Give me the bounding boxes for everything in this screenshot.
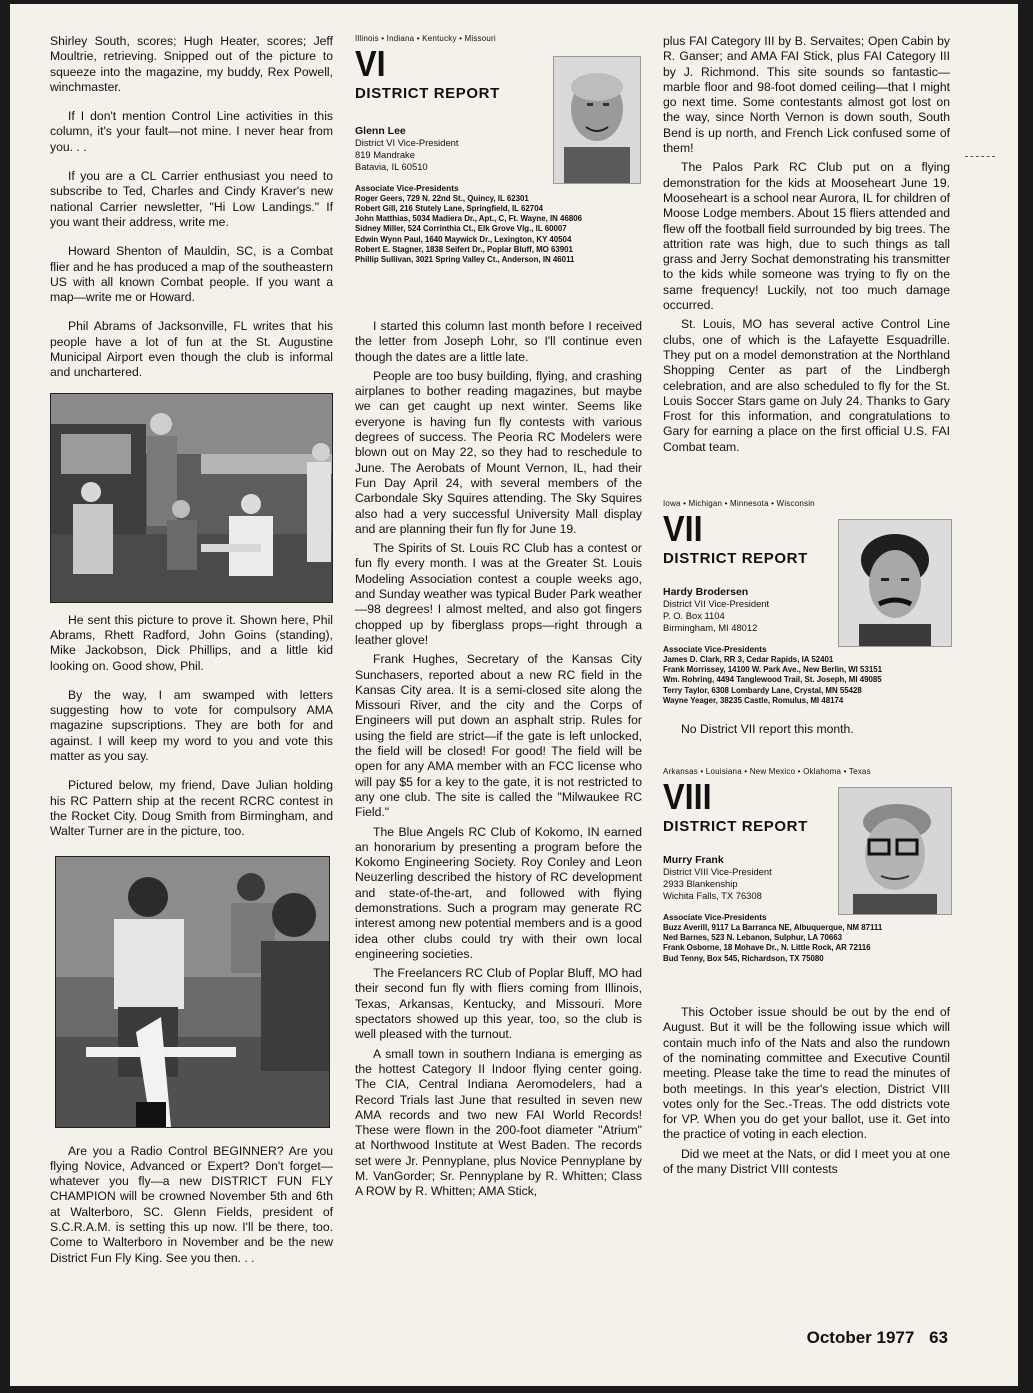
district-6-header [355,34,642,319]
vp-name: Hardy Brodersen [663,586,749,599]
associate-entry: Edwin Wynn Paul, 1640 Maywick Dr., Lexington, KY 40504 [355,234,572,244]
column-3 [663,34,950,1177]
vp-name: Glenn Lee [355,125,406,138]
vp-name: Murry Frank [663,854,724,867]
paragraph: Did we meet at the Nats, or did I meet you at one of the many District VIII contests [663,1146,950,1176]
paragraph: St. Louis, MO has several active Control Line clubs, one of which is the Lafayette Esquadrille. They put on a model demonstration at the Northland Shopping Center as part of the Lindbergh celebration, and are also scheduled to fly for the St. Louis Soccer Stars game on July 24. Thanks to Gary Frost for this information, and congratulations to Gary for earning a place on the first official U.S. FAI Combat team. [663,317,950,454]
vp-address-line2: Batavia, IL 60510 [355,161,428,173]
district-7-vp-portrait [838,519,952,647]
associate-entry: James D. Clark, RR 3, Cedar Rapids, IA 52401 [663,654,834,664]
district-8-title: DISTRICT REPORT [663,818,808,836]
column-2 [355,34,642,1200]
associate-entry: Phillip Sullivan, 3021 Spring Valley Ct., Anderson, IN 46011 [355,255,575,265]
associate-entry: Bud Tenny, Box 545, Richardson, TX 75080 [663,953,824,963]
paragraph: The Blue Angels RC Club of Kokomo, IN earned an honorarium by presenting a program before the Kokomo Engineering Society. Roy Conley and Leon Neuzerling described the history of RC development and state-of-the-art, and followed with flying demonstrations. Such a program may generate RC interest among new potential members and is a good idea other clubs could try with their own local engineering societies. [355,824,642,961]
paragraph: Pictured below, my friend, Dave Julian holding his RC Pattern ship at the recent RCRC contest in the Rocket City. Doug Smith from Birmingham, and Walter Turner are in the picture, too. [50,778,333,839]
associates-title: Associate Vice-Presidents [663,644,767,655]
associate-entry: Wayne Yeager, 38235 Castle, Romulus, MI 48174 [663,695,844,705]
associate-entry: Sidney Miller, 524 Corrinthia Ct., Elk Grove Vlg., IL 60007 [355,224,567,234]
page-footer [797,1328,948,1348]
associate-entry: Frank Osborne, 18 Mohave Dr., N. Little Rock, AR 72116 [663,943,871,953]
district-6-associates [355,183,642,265]
associate-entry: Robert Gill, 216 Stutely Lane, Springfield, IL 62704 [355,203,543,213]
associate-entry: Frank Morrissey, 14100 W. Park Ave., New Berlin, WI 53151 [663,664,882,674]
issue-date: October 1977 [806,1328,915,1347]
paragraph: The Palos Park RC Club put on a flying demonstration for the kids at Mooseheart June 19. Mooseheart is a school near Aurora, IL for children of Moose Lodge members. About 15 fliers attended and flew off the football field surrounded by big trees. The attrition rate was high, due to such things as tall grass and Jerry Sochat demonstrating his transmitter to the kids while someone was trying to fly on the same frequency! Luckily, not too much damage occurred. [663,160,950,313]
associate-entry: Terry Taylor, 6308 Lombardy Lane, Crystal, MN 55428 [663,685,862,695]
margin-dash [965,156,995,157]
district-8-vp-portrait [838,787,952,915]
paragraph: plus FAI Category III by B. Servaites; Open Cabin by R. Ganser; and AMA FAI Stick, plus FAI Category III by J. Richmond. This site sounds so fantastic—marble floor and 98-foot domed ceiling—that I might go next time. Some contestants almost got lost on the way, since North Vernon is down south, South Bend is up north, and French Lick confused some of them! [663,34,950,156]
district-8-header [663,767,950,1005]
magazine-page [10,4,1018,1386]
associate-entry: Robert E. Stagner, 1838 Seifert Dr., Poplar Bluff, MO 63901 [355,245,573,255]
district-7-title: DISTRICT REPORT [663,550,808,568]
vp-address-line1: 2933 Blankenship [663,878,738,890]
associates-title: Associate Vice-Presidents [355,183,459,194]
associate-entry: Roger Geers, 729 N. 22nd St., Quincy, IL 62301 [355,193,529,203]
district-6-states: Illinois • Indiana • Kentucky • Missouri [355,34,496,43]
district-6-vp-portrait [553,56,641,184]
paragraph: People are too busy building, flying, and crashing airplanes to bother reading magazines, but maybe we can get caught up next winter. Seems like everyone is having fun fly contests with various degrees of success. The Peoria RC Modelers were blown out on May 22, so they had to reschedule to June. The Aerobats of Mount Vernon, IL, had their Fun Day April 24, with several members of the Carbondale Sky Squires attending. The Sky Squires also had a very successful University Mall display and are planning their fun fly for June 19. [355,368,642,536]
paragraph: By the way, I am swamped with letters suggesting how to vote for compulsory AMA magazine supscriptions. They are both for and against. I will keep my word to you and vote this matter as you say. [50,687,333,764]
district-7-note: No District VII report this month. [681,722,854,737]
paragraph: The Spirits of St. Louis RC Club has a contest or fun fly every month. I was at the Greater St. Louis Modeling Association contest a couple weeks ago, and Sunday weather was typical Buder Park weather—98 degrees! I almost melted, and also got fingers chopped up by fiberglass props—right through a leather glove! [355,541,642,647]
district-7-header [663,499,950,739]
district-6-title: DISTRICT REPORT [355,85,500,102]
pattern-ship-photo [55,856,330,1128]
page-number: 63 [929,1328,948,1347]
associate-entry: Buzz Averill, 9117 La Barranca NE, Albuquerque, NM 87111 [663,922,883,932]
vp-title: District VIII Vice-President [663,866,772,878]
district-6-numeral: VI [355,43,386,84]
photo-caption: He sent this picture to prove it. Shown here, Phil Abrams, Rhett Radford, John Goins (standing), Mike Jackobson, Dick Phillips, and a little kid looking on. Good show, Phil. [50,612,333,673]
paragraph: This October issue should be out by the end of August. But it will be the following issue which will contain much info of the Nats and also the rundown of the nominating committee and Executive Countil meeting. Please take the time to read the minutes of both meetings. In this year's election, District VIII votes only for the Sec.-Treas. The odd districts vote for VP. When you do get your ballot, use it. Get into the practice of voting in each election. [663,1005,950,1142]
paragraph: Shirley South, scores; Hugh Heater, scores; Jeff Moultrie, retrieving. Snipped out of the picture to squeeze into the magazine, my buddy, Rex Powell, winchmaster. [50,34,333,94]
district-7-states: Iowa • Michigan • Minnesota • Wisconsin [663,499,815,509]
paragraph: Howard Shenton of Mauldin, SC, is a Combat flier and he has produced a map of the southeastern US with all known Combat people. If you want a map—write me or Howard. [50,244,333,305]
paragraph: The Freelancers RC Club of Poplar Bluff, MO had their second fun fly with fliers coming from Illinois, Texas, Arkansas, Kentucky, and Missouri. More spectators showed up this year, too, so the club is well pleased with the turnout. [355,966,642,1042]
paragraph: A small town in southern Indiana is emerging as the hottest Category II Indoor flying center going. The CIA, Central Indiana Aeromodelers, had a Record Trials last June that resulted in seven new AMA records and two new FAI World Records! These were flown in the 200-foot diameter "Atrium" at Northwood Institute at West Baden. The records set were Jr. Pennyplane, plus Novice Pennyplane by M. VanGorder; Sr. Pennyplane by R. Whitten; Class A ROW by R. Whitten; AMA Stick, [355,1046,642,1199]
vp-address-line2: Birmingham, MI 48012 [663,622,758,634]
club-photo-group [50,393,333,603]
paragraph: Are you a Radio Control BEGINNER? Are you flying Novice, Advanced or Expert? Don't forget—whatever you fly—a new DISTRICT FUN FLY CHAMPION will be crowned November 5th and 6th at Walterboro, SC. Glenn Fields, president of S.C.R.A.M. is setting this up now. I'll be there, too. Come to Walterboro in November and be the new District Fun Fly King. See you then. . . [50,1143,333,1265]
vp-address-line1: 819 Mandrake [355,149,415,161]
column-1 [50,34,333,1266]
associate-entry: Ned Barnes, 523 N. Lebanon, Sulphur, LA 70663 [663,932,843,942]
district-7-associates [663,644,950,706]
associate-entry: John Matthias, 5034 Madiera Dr., Apt., C, Ft. Wayne, IN 46806 [355,214,582,224]
paragraph: Frank Hughes, Secretary of the Kansas City Sunchasers, reported about a new RC field in the Kansas City area. It is a semi-closed site along the Missouri River, and the city and the Corps of Engineers will put down an asphalt strip. Rules for using the field are strict—if the gate is left unlocked, the field will be closed! For good! The field will be open for any AMA member with an FCC license who will pay $5 for a key to the gate, it is not restricted to any one club. The site is called the "Milwaukee RC Field." [355,652,642,820]
district-8-associates [663,912,950,963]
district-7-numeral: VII [663,508,703,550]
paragraph: Phil Abrams of Jacksonville, FL writes that his people have a lot of fun at the St. Augustine Municipal Airport even though the club is informal and unchartered. [50,319,333,380]
vp-address-line1: P. O. Box 1104 [663,610,725,622]
district-8-states: Arkansas • Louisiana • New Mexico • Oklahoma • Texas [663,767,871,777]
paragraph: If you are a CL Carrier enthusiast you need to subscribe to Ted, Charles and Cindy Kraver's new national Carrier newsletter, "Hi Low Landings." If you want their address, write me. [50,169,333,229]
vp-title: District VII Vice-President [663,598,770,610]
vp-title: District VI Vice-President [355,137,459,149]
paragraph: I started this column last month before I received the letter from Joseph Lohr, so I'll continue even though the dates are a little late. [355,319,642,364]
associate-entry: Wm. Rohring, 4494 Tanglewood Trail, St. Joseph, MI 49085 [663,675,882,685]
associates-title: Associate Vice-Presidents [663,912,767,923]
paragraph: If I don't mention Control Line activities in this column, it's your fault—not mine. I never hear from you. . . [50,109,333,154]
district-8-numeral: VIII [663,776,712,818]
vp-address-line2: Wichita Falls, TX 76308 [663,890,762,902]
